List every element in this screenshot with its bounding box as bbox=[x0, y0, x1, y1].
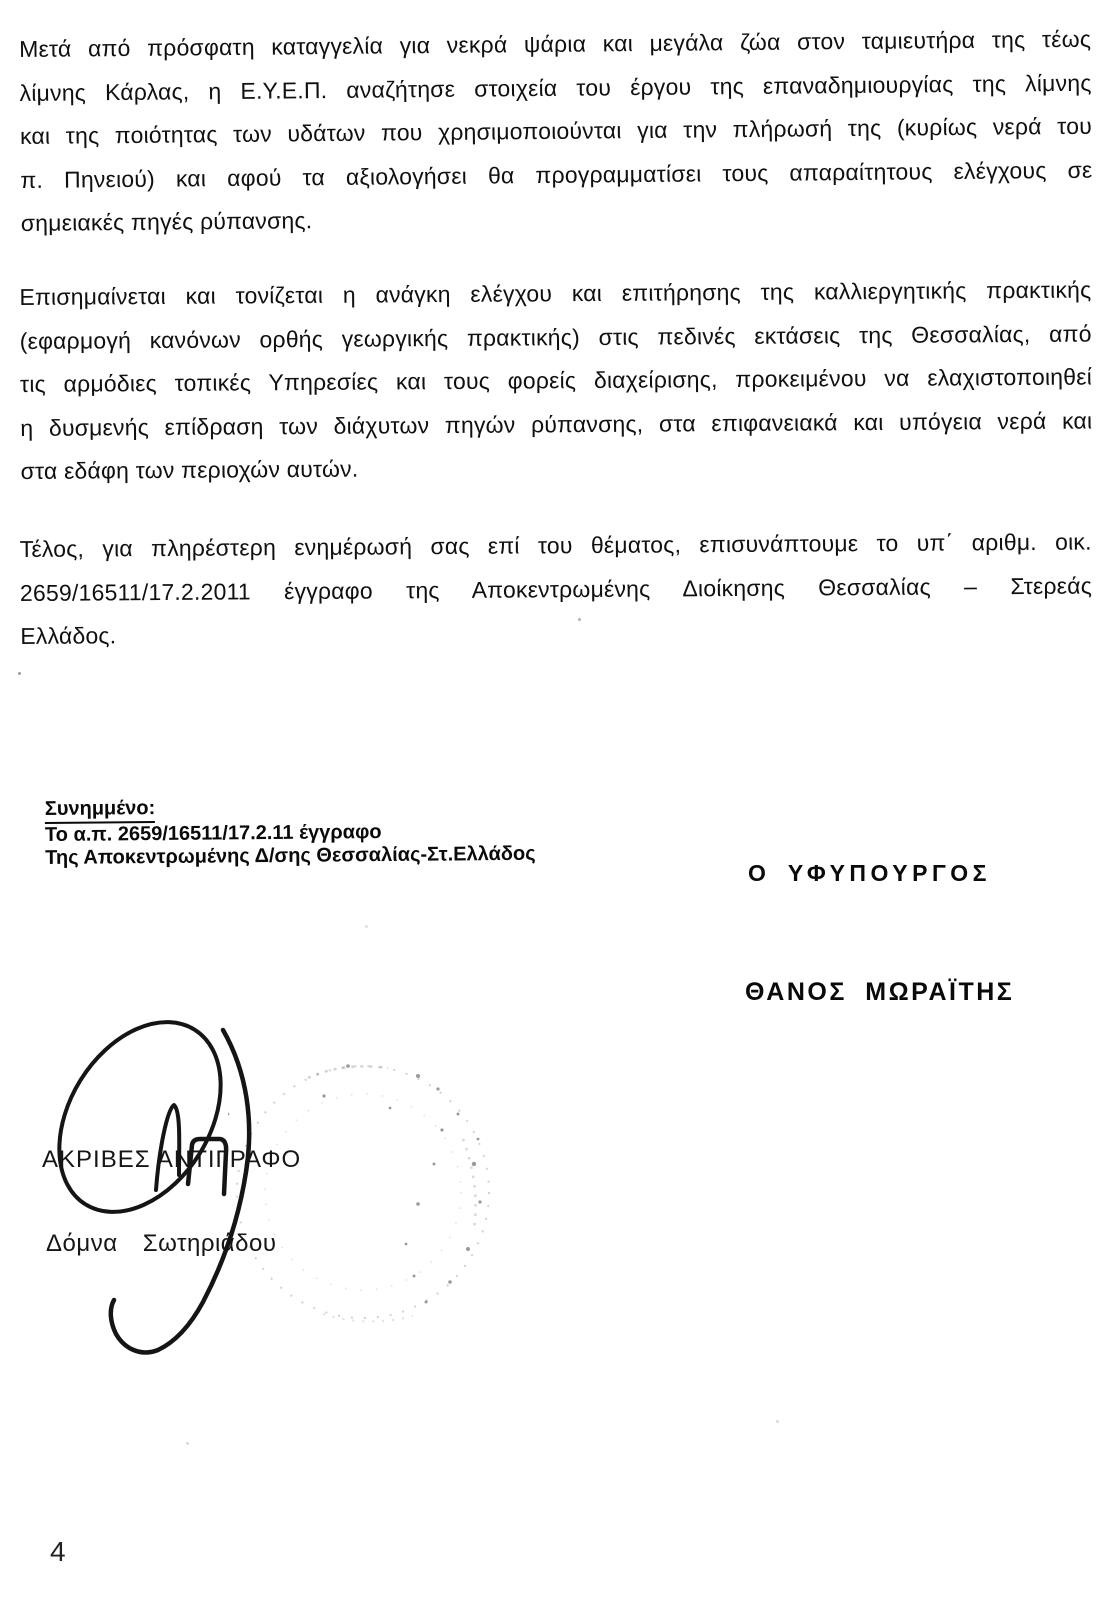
paragraph-1 bbox=[19, 18, 1093, 246]
paragraph-1-line: και της ποιότητας των υδάτων που χρησιμοποιούνται για την πλήρωσή της (κυρίως νερά του bbox=[19, 112, 1093, 149]
paragraph-1-line: Μετά από πρόσφατη καταγγελία για νεκρά ψάρια και μεγάλα ζώα στον ταμιευτήρα της τέως bbox=[19, 25, 1092, 63]
signatory-title: Ο ΥΦΥΠΟΥΡΓΟΣ bbox=[748, 860, 991, 886]
attachment-line: Της Αποκεντρωμένης Δ/σης Θεσσαλίας-Στ.Ελλάδος bbox=[45, 842, 536, 869]
paragraph-1-line: σημειακές πηγές ρύπανσης. bbox=[20, 207, 313, 236]
paragraph-2 bbox=[19, 269, 1092, 494]
attachment-note bbox=[45, 794, 536, 870]
paragraph-3-line: Τέλος, για πληρέστερη ενημέρωσή σας επί του θέματος, επισυνάπτουμε το υπ΄ αριθμ. οικ. bbox=[19, 528, 1092, 563]
paragraph-1-line: λίμνης Κάρλας, η Ε.Υ.Ε.Π. αναζήτησε στοιχεία του έργου της επαναδημιουργίας της λίμνης bbox=[19, 69, 1092, 106]
page-number: 4 bbox=[50, 1536, 66, 1567]
paragraph-2-line: Επισημαίνεται και τονίζεται η ανάγκη ελέγχου και επιτήρησης της καλλιεργητικής πρακτικής bbox=[19, 276, 1092, 311]
certifier-name: Δόμνα Σωτηριάδου bbox=[46, 1230, 277, 1257]
attachment-line: Το α.π. 2659/16511/17.2.11 έγγραφο bbox=[44, 821, 382, 846]
handwritten-signature bbox=[40, 1012, 270, 1362]
paragraph-3 bbox=[20, 521, 1093, 659]
paragraph-2-line: η δυσμενής επίδραση των διάχυτων πηγών ρύπανσης, στα επιφανειακά και υπόγεια νερά και bbox=[20, 407, 1093, 441]
certification-label: ΑΚΡΙΒΕΣ ΑΝΤΙΓΡΑΦΟ bbox=[42, 1146, 302, 1173]
paragraph-2-line: στα εδάφη των περιοχών αυτών. bbox=[20, 455, 359, 484]
paragraph-2-line: τις αρμόδιες τοπικές Υπηρεσίες και τους φορείς διαχείρισης, προκειμένου να ελαχιστοποιηθεί bbox=[19, 363, 1093, 397]
paragraph-2-line: (εφαρμογή κανόνων ορθής γεωργικής πρακτικής) στις πεδινές εκτάσεις της Θεσσαλίας, από bbox=[19, 320, 1092, 354]
signatory-name: ΘΑΝΟΣ ΜΩΡΑΪΤΗΣ bbox=[745, 978, 1015, 1006]
paragraph-3-line: 2659/16511/17.2.2011 έγγραφο της Αποκεντρωμένης Διοίκησης Θεσσαλίας – Στερεάς bbox=[19, 572, 1093, 606]
paragraph-3-line: Ελλάδος. bbox=[20, 622, 117, 649]
scan-specks bbox=[0, 0, 3, 3]
paragraph-1-line: π. Πηνειού) και αφού τα αξιολογήσει θα προγραμματίσει τους απαραίτητους ελέγχους σε bbox=[20, 156, 1093, 193]
attachment-heading: Συνημμένο: bbox=[45, 797, 156, 824]
